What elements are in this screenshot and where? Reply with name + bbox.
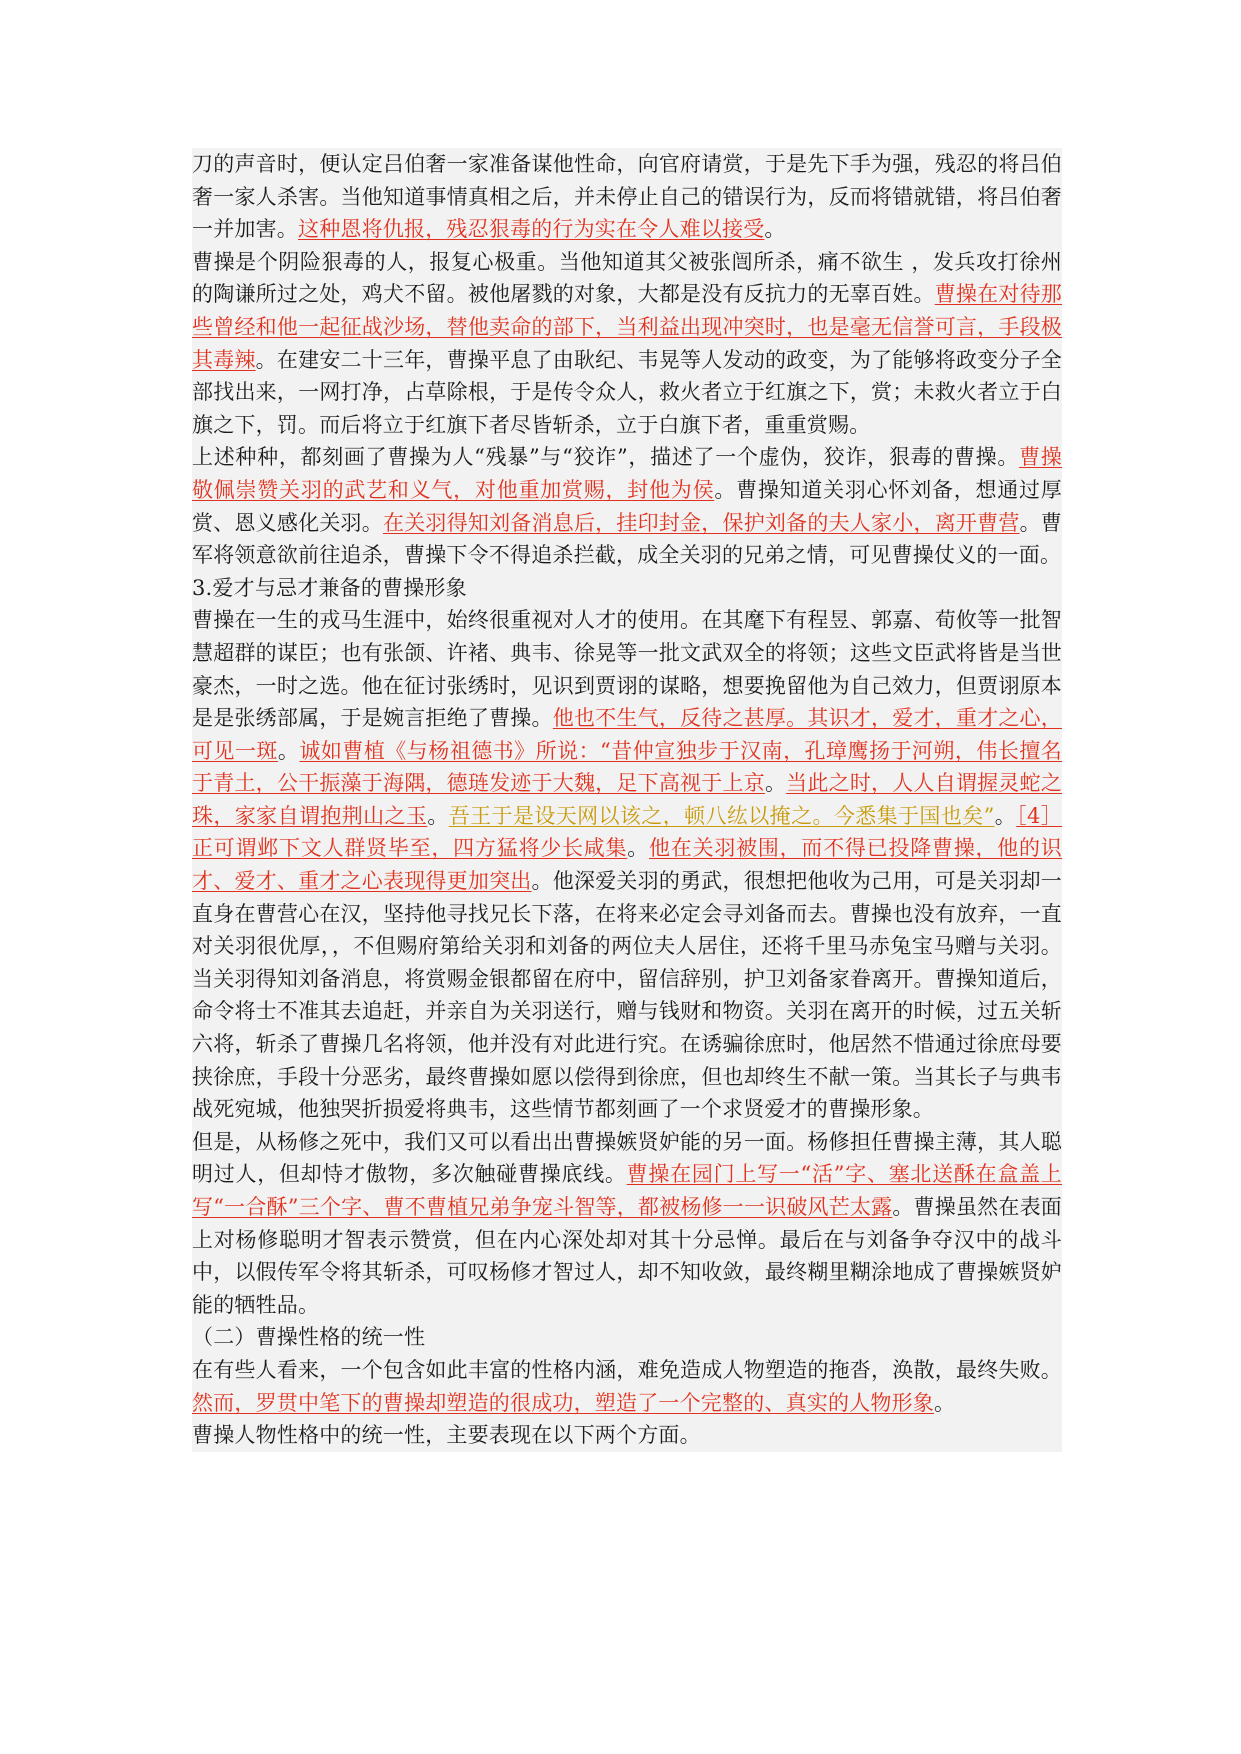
highlighted-text: 他也不生气，反待之甚厚。其识才，爱才，重才之心，可见一斑 [192,706,1062,763]
text-run: 。 [764,217,786,242]
text-run: 在有些人看来，一个包含如此丰富的性格内涵，难免造成人物塑造的拖沓，涣散，最终失败。 [192,1357,1062,1382]
text-run: 上述种种，都刻画了曹操为人“残暴”与“狡诈”，描述了一个虚伪，狡诈，狠毒的曹操。 [192,445,1020,470]
text-run: 。他深爱关羽的勇武，很想把他收为己用，可是关羽却一直身在曹营心在汉，坚持他寻找兄长下落，在将来必定会寻刘备而去。曹操也没有放弃，一直对关羽很优厚，，不但赐府第给关羽和刘备的两位夫人居住，还将千里马赤兔宝马赠与关羽。当关羽得知刘备消息，将赏赐金银都留在府中，留信辞别，护卫刘备家眷离开。曹操知道后，命令将士不准其去追赶，并亲自为关羽送行，赠与钱财和物资。关羽在离开的时候，过五关斩六将，斩杀了曹操几名将领，他并没有对此进行究。在诱骗徐庶时，他居然不惜通过徐庶母要挟徐庶，手段十分恶劣，最终曹操如愿以偿得到徐庶，但也却终生不献一策。当其长子与典韦战死宛城，他独哭折损爱将典韦，这些情节都刻画了一个求贤爱才的曹操形象。 [192,869,1063,1122]
text-run: 。曹操知道关羽心怀刘备，想通过厚赏、恩义感化关羽。 [192,477,1062,535]
text-run: 。 [994,803,1017,828]
text-run: 3.爱才与忌才兼备的曹操形象 [192,575,467,600]
paragraph [192,604,1062,1126]
highlighted-text: 诚如曹植《与杨祖德书》所说：“昔仲宣独步于汉南，孔璋鹰扬于河朔，伟长擅名于青土，公干振藻于海隅，德琏发迹于大魏，足下高视于上京 [192,738,1062,796]
text-run: 。 [277,738,300,763]
paragraph [192,441,1062,571]
text-run: 。 [764,771,787,796]
text-run: 刀的声音时，便认定吕伯奢一家准备谋他性命，向官府请赏，于是先下手为强，残忍的将吕伯奢一家人杀害。当他知道事情真相之后，并未停止自己的错误行为，反而将错就错，将吕伯奢一并加害。 [192,152,1062,242]
text-run: 。曹操虽然在表面上对杨修聪明才智表示赞赏，但在内心深处却对其十分忌惮。最后在与刘备争夺汉中的战斗中，以假传军令将其斩杀，可叹杨修才智过人，却不知收敛，最终糊里糊涂地成了曹操嫉贤妒能的牺牲品。 [192,1195,1062,1317]
paragraph [192,572,1062,605]
text-run: （二）曹操性格的统一性 [192,1325,426,1350]
highlighted-text: 曹操在园门上写一“活”字、塞北送酥在盒盖上写“一合酥”三个字、曹不曹植兄弟争宠斗智等，都被杨修一一识破风芒太露 [192,1162,1063,1219]
text-run: 曹操是个阴险狠毒的人，报复心极重。当他知道其父被张闿所杀，痛不欲生 ，发兵攻打徐州的陶谦所过之处，鸡犬不留。被他屠戮的对象，大都是没有反抗力的无辜百姓。 [192,249,1062,307]
highlighted-text: 曹操敬佩崇赞关羽的武艺和义气，对他重加赏赐，封他为侯 [192,445,1062,502]
text-run: 但是，从杨修之死中，我们又可以看出出曹操嫉贤妒能的另一面。杨修担任曹操主薄，其人聪明过人，但却恃才傲物，多次触碰曹操底线。 [192,1129,1062,1187]
highlighted-text: 然而，罗贯中笔下的曹操却塑造的很成功，塑造了一个完整的、真实的人物形象 [192,1390,934,1415]
text-run: 。 [427,803,449,828]
text-run: 曹操人物性格中的统一性，主要表现在以下两个方面。 [192,1423,701,1448]
text-run: 。 [627,836,650,861]
text-run: 。 [934,1390,956,1415]
highlighted-text: 吾王于是设天网以该之，顿八纮以掩之。今悉集于国也矣” [448,803,995,828]
text-run: 。在建安二十三年，曹操平息了由耿纪、韦晃等人发动的政变，为了能够将政变分子全部找出来，一网打净，占草除根，于是传令众人，救火者立于红旗之下，赏；未救火者立于白旗之下，罚。而后将立于红旗下者尽皆斩杀，立于白旗下者，重重赏赐。 [192,347,1062,437]
highlighted-text: 曹操在对待那些曾经和他一起征战沙场，替他卖命的部下，当利益出现冲突时，也是毫无信誉可言，手段极其毒辣 [192,282,1063,372]
body-text [192,148,1062,1452]
highlighted-text: 这种恩将仇报，残忍狠毒的行为实在令人难以接受 [298,217,765,242]
highlighted-text: ［4］正可谓邺下文人群贤毕至，四方猛将少长咸集 [192,803,1063,861]
paragraph [192,1419,1062,1452]
highlighted-text: 他在关羽被围，而不得已投降曹操，他的识才、爱才、重才之心表现得更加突出 [192,836,1062,894]
paragraph [192,1126,1062,1322]
paragraph [192,1321,1062,1354]
highlighted-text: 当此之时，人人自谓握灵蛇之珠，家家自谓抱荆山之玉 [192,771,1063,828]
paragraph [192,1354,1062,1419]
highlighted-text: 在关羽得知刘备消息后，挂印封金，保护刘备的夫人家小，离开曹营 [382,510,1020,535]
text-run: 。曹军将领意欲前往追杀，曹操下令不得追杀拦截，成全关羽的兄弟之情，可见曹操仗义的一面。 [192,510,1062,568]
text-run: 曹操在一生的戎马生涯中，始终很重视对人才的使用。在其麾下有程昱、郭嘉、荀攸等一批智慧超群的谋臣；也有张颌、许褚、典韦、徐晃等一批文武双全的将领；这些文臣武将皆是当世豪杰，一时之选。他在征讨张绣时，见识到贾诩的谋略，想要挽留他为自己效力，但贾诩原本是是张绣部属，于是婉言拒绝了曹操。 [192,608,1062,731]
paragraph [192,246,1062,442]
paragraph [192,148,1062,246]
